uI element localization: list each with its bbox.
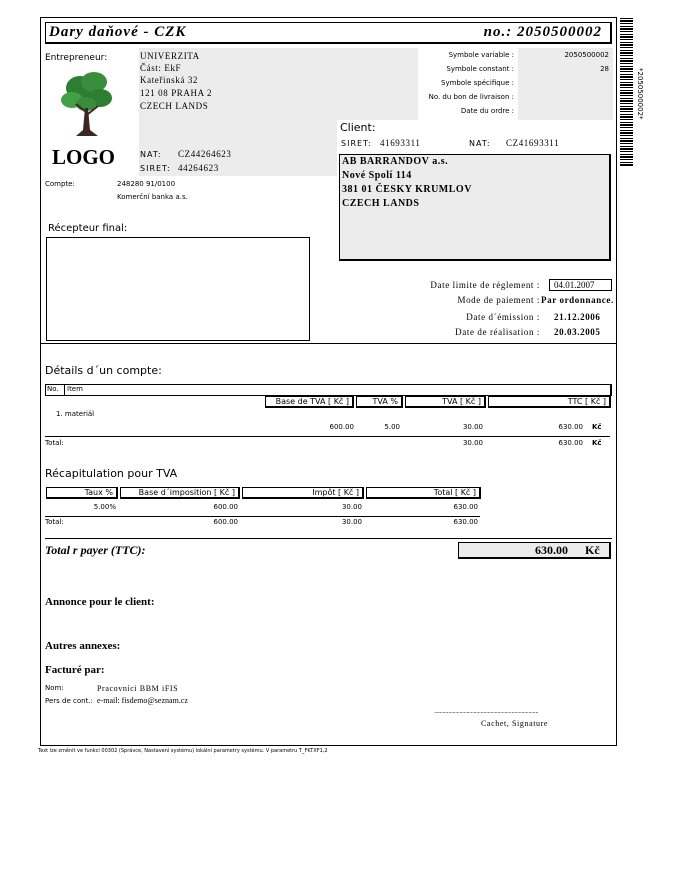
supplier-label: Entrepreneur: [45, 53, 108, 63]
item-base: 600.00 [329, 423, 354, 431]
client-line-2: Nové Spolí 114 [342, 170, 412, 181]
col-tva-pct: TVA % [356, 396, 403, 408]
item-tva-pct: 5.00 [384, 423, 400, 431]
grand-total-box [458, 542, 611, 559]
issue-date-label: Date d´émission : [466, 312, 540, 322]
client-address-box [339, 154, 611, 261]
supplier-line-2: Část: EkF [140, 63, 182, 73]
supplier-line-4: 121 08 PRAHA 2 [140, 88, 213, 98]
signature-label: Cachet, Signature [481, 719, 549, 728]
payment-mode-label: Mode de paiement : [457, 295, 540, 305]
recap-tax: 30.00 [341, 503, 362, 511]
recap-base: 600.00 [213, 503, 238, 511]
recap-col-rate: Taux % [46, 487, 118, 499]
invoice-title: Dary daňové - CZK [49, 24, 187, 40]
issue-date-value: 21.12.2006 [554, 312, 601, 322]
item-currency: Kč [592, 423, 602, 431]
supplier-line-5: CZECH LANDS [140, 101, 209, 111]
details-total-label: Total: [45, 439, 64, 447]
announce-title: Annonce pour le client: [45, 596, 155, 608]
realization-date-label: Date de réalisation : [455, 327, 540, 337]
recap-col-tax: Impôt [ Kč ] [242, 487, 364, 499]
symbol-specific-label: Symbole spécifique : [441, 79, 514, 87]
recap-col-base: Base d´imposition [ Kč ] [120, 487, 240, 499]
symbol-constant-label: Symbole constant : [446, 65, 514, 73]
col-item: Item [67, 385, 83, 393]
invoice-header [45, 22, 612, 44]
item-ttc: 630.00 [558, 423, 583, 431]
grand-total-line [45, 538, 612, 539]
account-value: 248280 91/0100 [117, 180, 176, 188]
client-siret-value: 41693311 [380, 138, 421, 148]
signature-dots: .......................................................................... [434, 708, 539, 715]
due-date-value: 04.01.2007 [549, 279, 612, 291]
recap-total: 630.00 [453, 503, 478, 511]
col-base: Base de TVA [ Kč ] [265, 396, 354, 408]
details-title: Détails d´un compte: [45, 364, 162, 377]
realization-date-value: 20.03.2005 [554, 327, 601, 337]
client-line-1: AB BARRANDOV a.s. [342, 156, 449, 167]
delivery-note-label: No. du bon de livraison : [428, 93, 514, 101]
recap-total-label: Total: [45, 518, 64, 526]
receiver-box [46, 237, 310, 341]
client-nat-value: CZ41693311 [506, 138, 560, 148]
supplier-siret-value: 44264623 [178, 163, 219, 173]
client-line-4: CZECH LANDS [342, 198, 420, 209]
issuer-name-value: Pracovníci BBM iFIS [97, 684, 179, 693]
order-date-label: Date du ordre : [460, 107, 514, 115]
supplier-line-1: UNIVERZITA [140, 51, 200, 61]
grand-total-value: 630.00 [535, 543, 568, 557]
issuer-contact-label: Pers de cont.: [45, 697, 93, 705]
footer-note: Text lze změnit ve funkci 00302 (Správce, Nastavení systému) lokální parametry systému. V parametru T_FKTXF1,2 [38, 748, 328, 754]
client-nat-label: NAT: [469, 139, 491, 148]
supplier-line-3: Kateřinská 32 [140, 75, 199, 85]
details-header-row [45, 384, 612, 396]
col-ttc: TTC [ Kč ] [488, 396, 611, 408]
details-total-tva: 30.00 [462, 439, 483, 447]
recap-col-total: Total [ Kč ] [366, 487, 481, 499]
supplier-siret-label: SIRET: [140, 164, 171, 173]
supplier-nat-value: CZ44264623 [178, 149, 232, 159]
receiver-label: Récepteur final: [48, 223, 128, 234]
col-tva: TVA [ Kč ] [405, 396, 486, 408]
grand-total-label: Total r payer (TTC): [45, 543, 146, 557]
client-siret-label: SIRET: [341, 139, 372, 148]
barcode [620, 18, 633, 166]
section-divider [40, 343, 617, 344]
recap-rate: 5.00% [93, 503, 116, 511]
details-total-line [45, 436, 610, 437]
symbol-variable-label: Symbole variable : [448, 51, 514, 59]
recap-sum-tax: 30.00 [341, 518, 362, 526]
recap-title: Récapitulation pour TVA [45, 467, 178, 480]
annexes-title: Autres annexes: [45, 640, 121, 652]
details-total-ttc: 630.00 [558, 439, 583, 447]
issuer-contact-value: e-mail: fisdemo@seznam.cz [97, 696, 188, 705]
tree-logo-icon [58, 68, 116, 140]
col-divider [64, 385, 65, 395]
barcode-text: *2050500002* [636, 68, 644, 120]
supplier-nat-label: NAT: [140, 150, 162, 159]
payment-mode-value: Par ordonnance. [541, 295, 614, 305]
invoiced-by-title: Facturé par: [45, 664, 105, 676]
client-line-3: 381 01 ČESKY KRUMLOV [342, 184, 472, 195]
due-date-label: Date limite de réglement : [430, 280, 540, 290]
details-total-currency: Kč [592, 439, 602, 447]
issuer-name-label: Nom: [45, 684, 64, 692]
account-label: Compte: [45, 180, 75, 188]
item-tva: 30.00 [462, 423, 483, 431]
logo-text: LOGO [52, 145, 116, 169]
recap-sum-base: 600.00 [213, 518, 238, 526]
client-label: Client: [340, 121, 376, 134]
recap-sum-total: 630.00 [453, 518, 478, 526]
item-label: 1. materiál [56, 410, 95, 418]
col-no: No. [47, 385, 59, 393]
grand-total-currency: Kč [585, 543, 600, 557]
symbol-variable-value: 2050500002 [564, 51, 609, 59]
bank-name: Komerční banka a.s. [117, 193, 188, 201]
symbol-constant-value: 28 [600, 65, 609, 73]
recap-total-line [45, 516, 480, 517]
invoice-number: no.: 2050500002 [483, 24, 602, 40]
